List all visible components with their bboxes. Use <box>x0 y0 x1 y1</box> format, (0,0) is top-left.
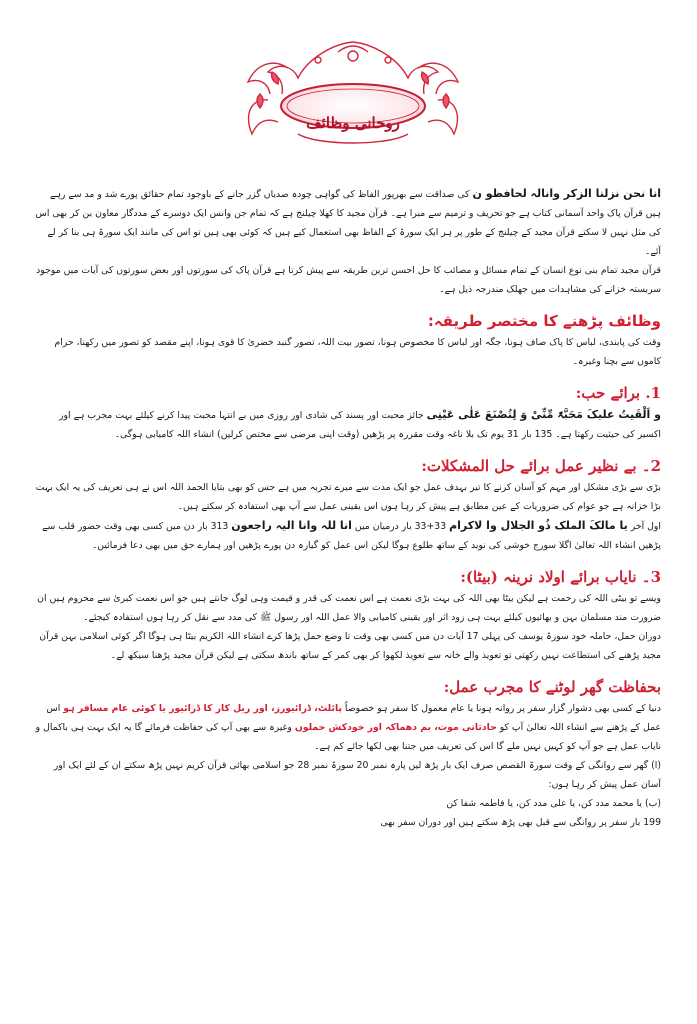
section-2-verse-2: انا للہ وانا الیہ راجعون <box>231 519 352 532</box>
intro-paragraph <box>34 184 661 261</box>
section-3-paragraph-1: ویسے تو بیٹی اللہ کی رحمت ہے لیکن بیٹا بھی اللہ کی بہت بڑی نعمت ہے اس نعمت کی قدر و قیمت وہی لوگ جانتے ہیں جو اس نعمت کبریٰ سے محروم ہیں ان ضرورت مند مسلمان بہن و بھائیوں کیلئے بہت ہی زود اثر اور یقینی کامیابی والا عمل اللہ اور رسول ﷺ کی مدد سے نقل کر رہا ہوں استفادہ کیجئے۔ <box>37 593 661 623</box>
method-heading: وظائف پڑھنے کا مختصر طریقہ: <box>427 312 661 330</box>
section-2-paragraph-1: بڑی سے بڑی مشکل اور مہم کو آسان کرنے کا تیر بہدف عمل جو ایک مدت سے میرے تجربہ میں ہے جس کو بھی بتایا الحمد اللہ اس نے ہی تعریف کی یہ ایک بہت بڑا خزانہ ہے جو عوام کی ضروریات کے عین مطابق ہے پیش کر رہا ہوں اس یقینی عمل سے آپ بھی استفادہ کر سکتے ہیں۔ <box>35 482 661 512</box>
title-banner <box>238 38 468 148</box>
section-2-text-a: اول آخر <box>630 521 661 532</box>
section-4-highlight-1: پائلٹ، ڈرائیورز، اور ریل کار کا ڈرائیور یا کوئی عام مسافر ہو <box>63 703 342 714</box>
section-4-item-3: 199 بار سفر پر روانگی سے قبل بھی پڑھ سکتے ہیں اور دوران سفر بھی <box>380 817 661 828</box>
section-4-item-1: (ا) گھر سے روانگی کے وقت سورۃ القصص صرف ایک بار پڑھ لیں پارہ نمبر 20 سورۃ نمبر 28 جو اسلامی بھائی قرآن کریم نہیں پڑھ سکتے ان کے لئے ایک اور آسان عمل پیش کر رہا ہوں: <box>53 760 661 790</box>
article-body <box>34 184 661 832</box>
section-1-text: جائز محبت اور پسند کی شادی اور روزی میں بے انتہا محبت پیدا کرنے کیلئے بہت مجرب ہے اور اکسیر کی حیثیت رکھتا ہے۔ <box>59 410 661 440</box>
section-4-highlight-2: حادثاتی موت، بم دھماکہ اور خودکش حملوں <box>294 722 497 733</box>
section-4-text-b: اس عمل کے پڑھنے سے انشاء اللہ تعالیٰ آپ کو <box>46 703 661 733</box>
section-4-text-c: وغیرہ سے بھی آپ کی حفاظت فرمائے گا یہ ایک بہت ہی باکمال و نایاب عمل ہے جو آپ کو کہیں نہیں ملے گا اس کی تعریف میں جتنا بھی لکھا جائے کم ہے۔ <box>35 722 661 752</box>
section-2-verse-1: یا مالکَ الملک ذُو الجلال وا لاکرام <box>449 519 628 532</box>
method-text: وقت کی پابندی، لباس کا پاک صاف ہونا، جگہ اور لباس کا مخصوص ہونا، تصور بیت اللہ، تصور گنبد خضریٰ کا قوی ہونا، اپنے مقصد کو تصور میں رکھنا، حرام کاموں سے بچنا وغیرہ۔ <box>54 337 661 367</box>
section-1-verse: و اَلْقَیتُ علیکَ مَحَبَّۃً مِّنِّیْ وَ لِتُصْنَعَ عَلٰی عَیْنِی <box>426 408 661 421</box>
section-2-text-c: 313 بار دن میں کسی بھی وقت حضور قلب سے پڑھیں انشاء اللہ تعالیٰ اگلا سورج خوشی کی نوید کے ساتھ طلوع ہوگا لیکن اس عمل کو گیارہ دن پورے پڑھیں اور ہمارے حق میں بھی دعا فرمائیں۔ <box>42 521 661 551</box>
section-2-text-b: 33+33 بار درمیان میں <box>354 521 447 532</box>
section-1-paragraph <box>34 405 661 444</box>
section-2-heading: 2۔ بے نظیر عمل برائے حل المشکلات: <box>421 457 661 475</box>
section-4-heading: بحفاظت گھر لوٹنے کا مجرب عمل: <box>443 678 661 696</box>
section-3-heading: 3۔ نایاب برائے اولاد نرینہ (بیٹا): <box>460 568 661 586</box>
page-title: روحانی وظائف <box>306 114 400 132</box>
intro-text: کی صداقت سے بھرپور الفاظ کی گواہی چودہ صدیاں گزر جانے کے باوجود تمام حقائق پورے شد و مد سے رہے ہیں قرآن پاک واحد آسمانی کتاب ہے جو تحریف و ترمیم سے مبرا ہے۔ قرآن مجید کا کھلا چیلنج ہے کہ تمام جن وانس ایک دوسرے کے مددگار معاون بن کر بھی اس کی مثل نہیں لا سکتے قرآن مجید کے چیلنج کے طور پر ہر ایک سورۃ کے الفاظ بھی استعمال کیے ہیں کہ کوئی بھی ہیں تو اس کی مانند ایک سورۃ ہی بنا کر لے آئے۔ <box>35 189 661 257</box>
section-4-paragraph <box>34 699 661 756</box>
section-4-text-a: دنیا کے کسی بھی دشوار گزار سفر پر روانہ ہونا یا عام معمول کا سفر ہو خصوصاً <box>344 703 661 714</box>
section-2-paragraph-2 <box>34 516 661 555</box>
section-4-item-2: (ب) یا محمد مدد کن، یا علی مدد کن، یا فاطمہ شفا کن <box>446 798 661 809</box>
section-1-heading: 1. برائے حب: <box>575 384 661 402</box>
section-3-paragraph-2: دوران حمل، حاملہ خود سورۃ یوسف کی پہلی 17 آیات دن میں کسی بھی وقت تا وضع حمل پڑھا کرے انشاء اللہ الکریم بیٹا ہی ہوگا اگر کوئی اسلامی بہن قرآن مجید پڑھنے کی استطاعت نہیں رکھتی تو تعویذ والے خانہ سے تعویذ لکھوا کر بھی کمر کے ساتھ باندھ سکتی ہے لیکن قرآن مجید پڑھنا سیکھ لے۔ <box>39 631 661 661</box>
intro-verse: انا نحن نزلنا الزکر وانالہ لحافظو ن <box>472 187 661 200</box>
intro-paragraph-2: قرآن مجید تمام بنی نوع انسان کے تمام مسائل و مصائب کا حل احسن ترین طریقہ سے پیش کرتا ہے قرآن پاک کی سورتوں اور بعض سورتوں کی آیات میں موجود سربستہ خزانے کی مشاہدات میں جھلک مندرجہ ذیل ہے۔ <box>36 265 661 295</box>
section-1-instructions: 135 بار 31 یوم تک بلا ناغہ وقت مقررہ پر پڑھیں (وقت اپنی مرضی سے مختص کرلیں) انشاء اللہ کامیابی ہوگی۔ <box>114 429 553 440</box>
